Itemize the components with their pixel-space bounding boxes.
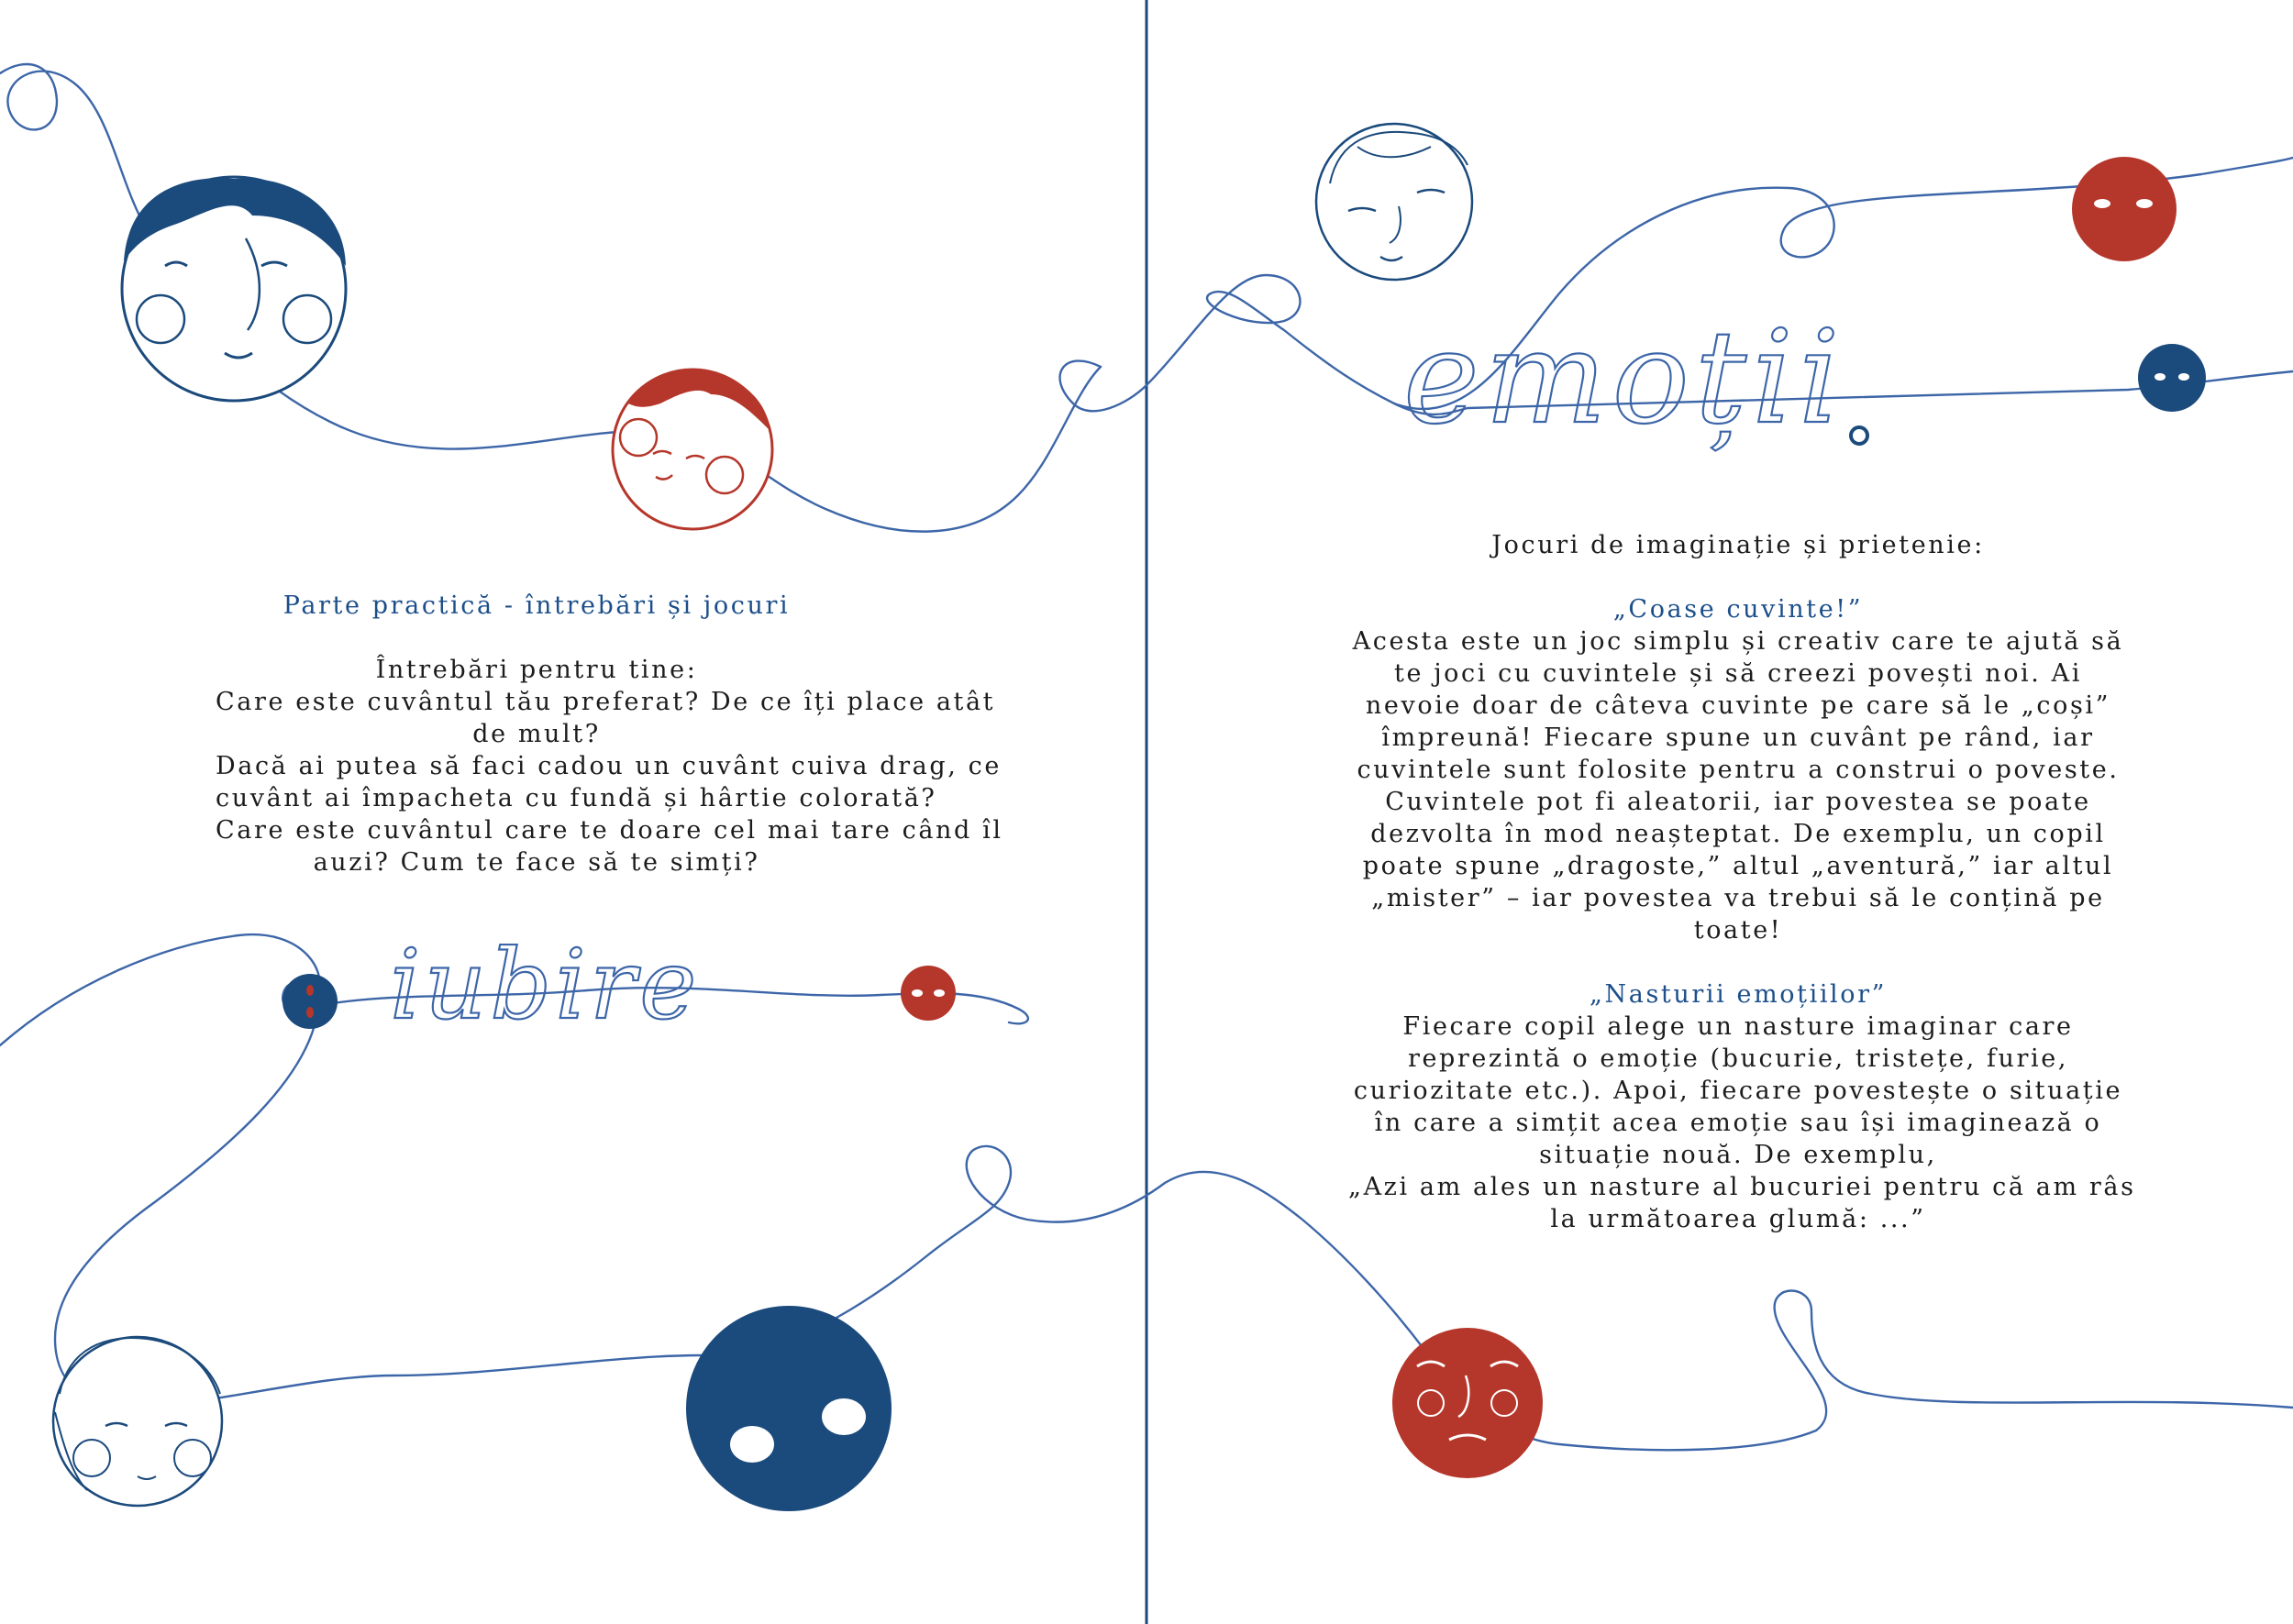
game1-line: împreună! Fiecare spune un cuvânt pe rând, iar [1381, 724, 2095, 752]
button-small-emotii-dot [1851, 427, 1867, 444]
game2-line: curiozitate etc.). Apoi, fiecare povestește o situație [1353, 1077, 2123, 1105]
game2-line: Fiecare copil alege un nasture imaginar care [1402, 1012, 2074, 1041]
game1-line: poate spune „dragoste,” altul „aventură,” iar altul [1362, 852, 2114, 880]
game2-line: reprezintă o emoție (bucurie, tristețe, furie, [1407, 1044, 2069, 1073]
button-blue-iubire [282, 974, 338, 1029]
button-blue-large [686, 1306, 892, 1511]
question-line: Dacă ai putea să faci cadou un cuvânt cuiva drag, ce [216, 752, 1002, 780]
game1-line: cuvintele sunt folosite pentru a construi o poveste. [1357, 756, 2120, 784]
game1-line: Cuvintele pot fi aleatorii, iar povestea se poate [1385, 788, 2091, 816]
question-line: auzi? Cum te face să te simți? [313, 848, 760, 877]
face-blue-top-left [122, 177, 346, 401]
button-blue-right [2138, 344, 2206, 412]
button-red-iubire [901, 966, 956, 1021]
game1-line: Acesta este un joc simplu și creativ care te ajută să [1352, 627, 2124, 656]
game1-line: toate! [1693, 916, 1783, 945]
game1-line: nevoie doar de câteva cuvinte pe care să le „coși” [1365, 691, 2111, 720]
left-page-text [216, 590, 1003, 878]
game1-title: „Coase cuvinte!” [1612, 595, 1864, 624]
game1-line: te joci cu cuvintele și să creezi povești noi. Ai [1394, 659, 2082, 688]
face-red-left [613, 370, 772, 529]
face-sketch-top-right [1316, 124, 1472, 280]
face-sketch-bottom-left [53, 1337, 222, 1506]
question-line: Care este cuvântul tău preferat? De ce îți place atât [216, 688, 996, 716]
game2-line: „Azi am ales un nasture al bucuriei pentru că am râs [1348, 1173, 2136, 1201]
game1-line: „mister” – iar povestea va trebui să le conțină pe [1371, 884, 2105, 912]
face-red-bottom-right [1392, 1328, 1543, 1478]
question-line: de mult? [472, 720, 601, 748]
decor-word-emotii: emoții [1403, 304, 1845, 453]
game2-title: „Nasturii emoțiilor” [1589, 980, 1888, 1009]
game2-line: situație nouă. De exemplu, [1539, 1141, 1937, 1169]
left-heading: Parte practică - întrebări și jocuri [282, 591, 791, 620]
right-page-text [1348, 529, 2136, 1235]
game2-line: la următoarea glumă: ...” [1550, 1205, 1926, 1233]
question-line: Care este cuvântul care te doare cel mai tare când îl [216, 816, 1003, 845]
game1-line: dezvolta în mod neașteptat. De exemplu, un copil [1370, 820, 2106, 848]
question-line: cuvânt ai împacheta cu fundă și hârtie colorată? [216, 784, 937, 812]
button-red-top-right [2072, 157, 2177, 261]
questions-title: Întrebări pentru tine: [375, 656, 698, 684]
right-intro: Jocuri de imaginație și prietenie: [1491, 531, 1985, 559]
game2-line: în care a simțit acea emoție sau își imaginează o [1374, 1109, 2102, 1137]
decor-word-iubire: iubire [390, 929, 701, 1041]
